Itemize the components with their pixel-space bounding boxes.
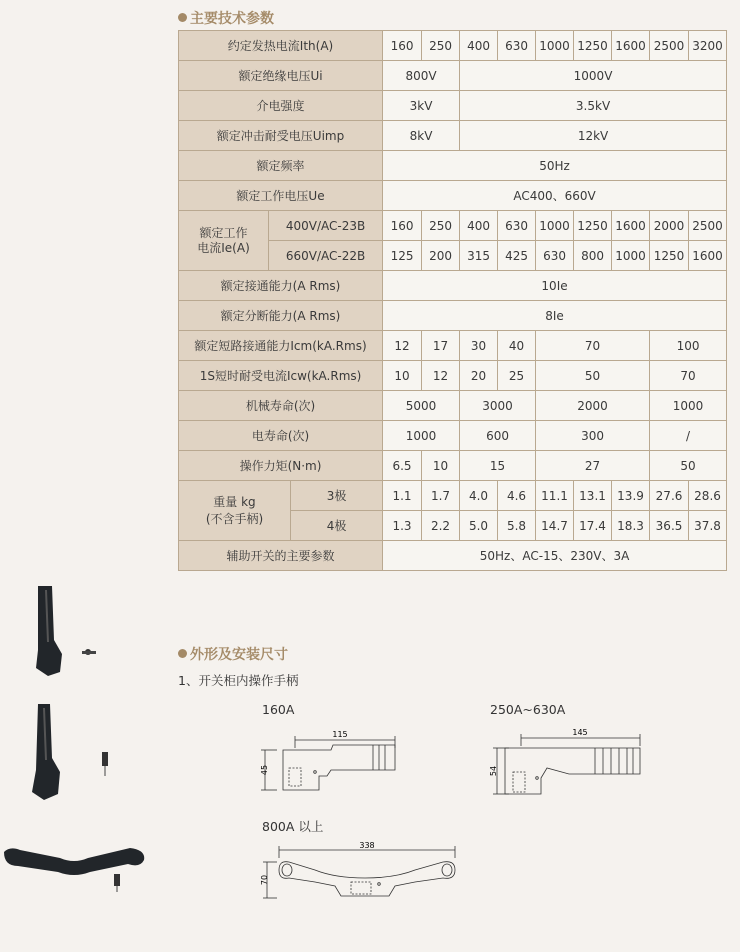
- handle-photo-1: [18, 580, 108, 680]
- dim-width-3: 338: [359, 841, 375, 850]
- handle-photo-2: [18, 700, 118, 800]
- dim-height-1: 45: [260, 764, 269, 776]
- drawing-160a: [255, 728, 405, 798]
- drawing-label-160a: 160A: [262, 702, 295, 717]
- drawing-250a: [485, 728, 655, 800]
- subtitle: 1、开关柜内操作手柄: [178, 673, 299, 688]
- table-row: 重量 kg (不含手柄) 3极 1.1 1.7 4.0 4.6 11.1 13.1 13.9 27.6 28.6: [179, 481, 727, 511]
- table-row: 额定频率 50Hz: [179, 151, 727, 181]
- table-row: 辅助开关的主要参数 50Hz、AC-15、230V、3A: [179, 541, 727, 571]
- table-row: 4极 1.3 2.2 5.0 5.8 14.7 17.4 18.3 36.5 37.8: [179, 511, 727, 541]
- drawing-label-250a: 250A~630A: [490, 702, 566, 717]
- drawing-800a: [255, 840, 475, 910]
- handle-photo-3: [0, 838, 150, 898]
- drawing-label-800a: 800A 以上: [262, 819, 324, 834]
- table-row: 机械寿命(次) 5000 3000 2000 1000: [179, 391, 727, 421]
- table-row: 额定冲击耐受电压Uimp 8kV 12kV: [179, 121, 727, 151]
- table-row: 额定工作电压Ue AC400、660V: [179, 181, 727, 211]
- table-row: 额定短路接通能力Icm(kA.Rms) 12 17 30 40 70 100: [179, 331, 727, 361]
- spec-table: [178, 30, 727, 571]
- table-row: 操作力矩(N·m) 6.5 10 15 27 50: [179, 451, 727, 481]
- dim-width-2: 145: [572, 728, 588, 737]
- table-row: 介电强度 3kV 3.5kV: [179, 91, 727, 121]
- table-row: 额定分断能力(A Rms) 8Ie: [179, 301, 727, 331]
- dim-height-3: 70: [260, 874, 269, 886]
- table-row: 1S短时耐受电流Icw(kA.Rms) 10 12 20 25 50 70: [179, 361, 727, 391]
- table-row: 660V/AC-22B 125 200 315 425 630 800 1000 1250 1600: [179, 241, 727, 271]
- table-row: 约定发热电流Ith(A) 160 250 400 630 1000 1250 1600 2500 3200: [179, 31, 727, 61]
- table-row: 电寿命(次) 1000 600 300 /: [179, 421, 727, 451]
- table-row: 额定接通能力(A Rms) 10Ie: [179, 271, 727, 301]
- section-title-specs: 主要技术参数: [178, 8, 274, 28]
- table-row: 额定工作电流Ie(A) 400V/AC-23B 160 250 400 630 1000 1250 1600 2000 2500: [179, 211, 727, 241]
- table-row: 额定绝缘电压Ui 800V 1000V: [179, 61, 727, 91]
- section-title-dimensions: 外形及安装尺寸: [178, 644, 288, 664]
- dim-width-1: 115: [332, 730, 348, 739]
- dim-height-2: 54: [489, 765, 498, 777]
